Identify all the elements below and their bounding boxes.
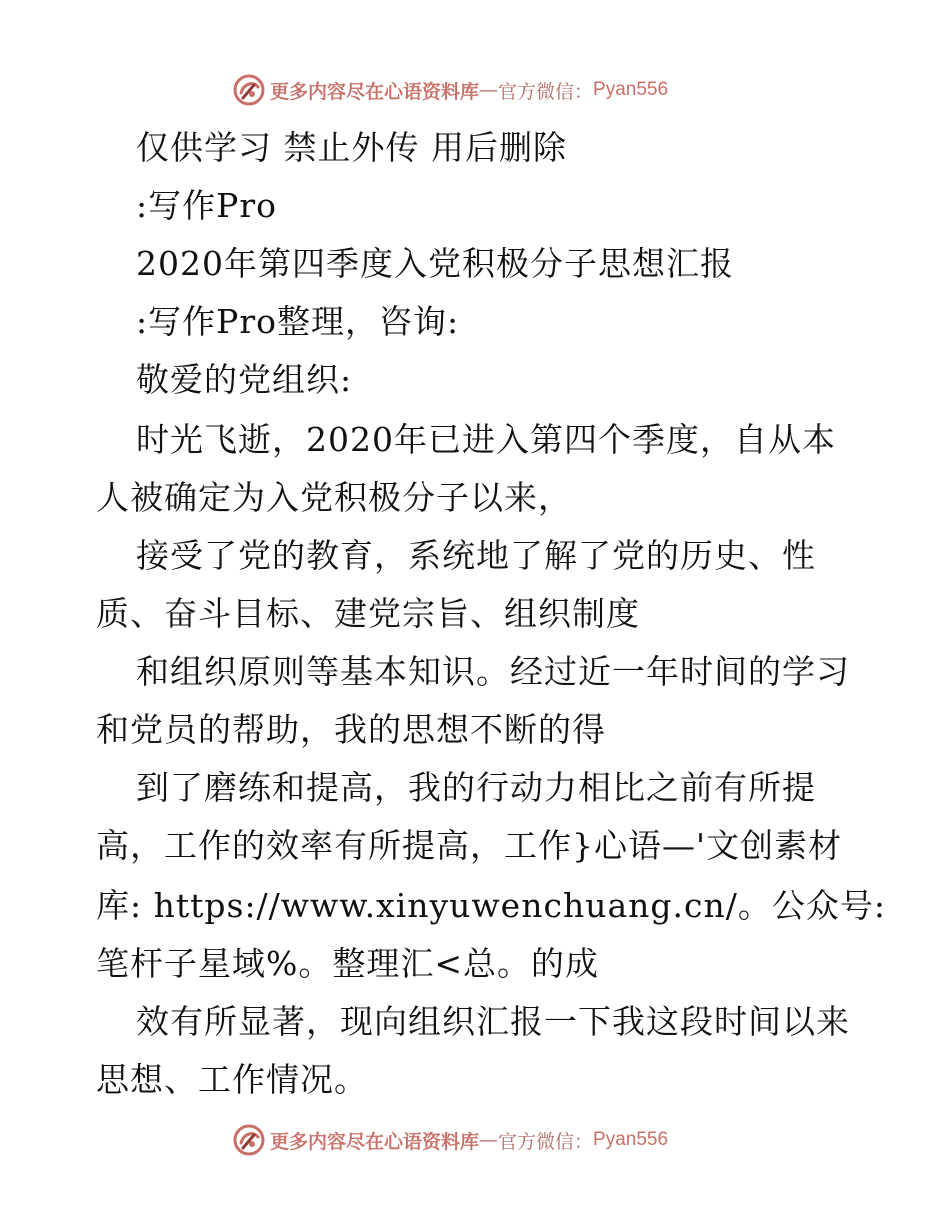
paragraph-line: 时光飞逝，2020年已进入第四个季度，自从本 xyxy=(136,420,836,459)
watermark-text: 更多内容尽在心语资料库 xyxy=(270,80,480,103)
watermark-contact-id: Pyan556 xyxy=(593,79,669,100)
swirl-logo-icon xyxy=(232,1123,266,1157)
watermark-dash: — xyxy=(479,79,499,101)
watermark-dash: — xyxy=(479,1129,499,1151)
author-line: :写作Pro xyxy=(136,186,277,225)
paragraph-line: 接受了党的教育，系统地了解了党的历史、性 xyxy=(136,536,816,575)
watermark-contact-label: 官方微信： xyxy=(498,80,594,103)
watermark-text: 更多内容尽在心语资料库 xyxy=(270,1130,480,1153)
salutation: 敬爱的党组织: xyxy=(136,360,353,399)
paragraph-line: 效有所显著，现向组织汇报一下我这段时间以来 xyxy=(136,1002,850,1041)
paragraph-line: 库: https://www.xinyuwenchuang.cn/。公众号: xyxy=(96,886,886,925)
paragraph-line: 高，工作的效率有所提高，工作}心语—'文创素材 xyxy=(96,826,843,865)
footer-watermark xyxy=(232,1122,668,1158)
watermark-contact-label: 官方微信： xyxy=(498,1130,594,1153)
paragraph-line: 到了磨练和提高，我的行动力相比之前有所提 xyxy=(136,768,816,807)
watermark-contact-id: Pyan556 xyxy=(593,1129,669,1150)
document-title: 2020年第四季度入党积极分子思想汇报 xyxy=(136,244,734,283)
swirl-logo-icon xyxy=(232,73,266,107)
header-watermark xyxy=(232,72,668,108)
source-line: :写作Pro整理，咨询: xyxy=(136,302,460,341)
paragraph-line: 思想、工作情况。 xyxy=(96,1060,368,1099)
paragraph-line: 笔杆子星域%。整理汇<总。的成 xyxy=(96,944,600,983)
paragraph-line: 人被确定为入党积极分子以来， xyxy=(96,478,572,517)
paragraph-line: 质、奋斗目标、建党宗旨、组织制度 xyxy=(96,594,640,633)
notice-line: 仅供学习 禁止外传 用后删除 xyxy=(136,128,567,167)
paragraph-line: 和组织原则等基本知识。经过近一年时间的学习 xyxy=(136,652,850,691)
paragraph-line: 和党员的帮助，我的思想不断的得 xyxy=(96,710,606,749)
